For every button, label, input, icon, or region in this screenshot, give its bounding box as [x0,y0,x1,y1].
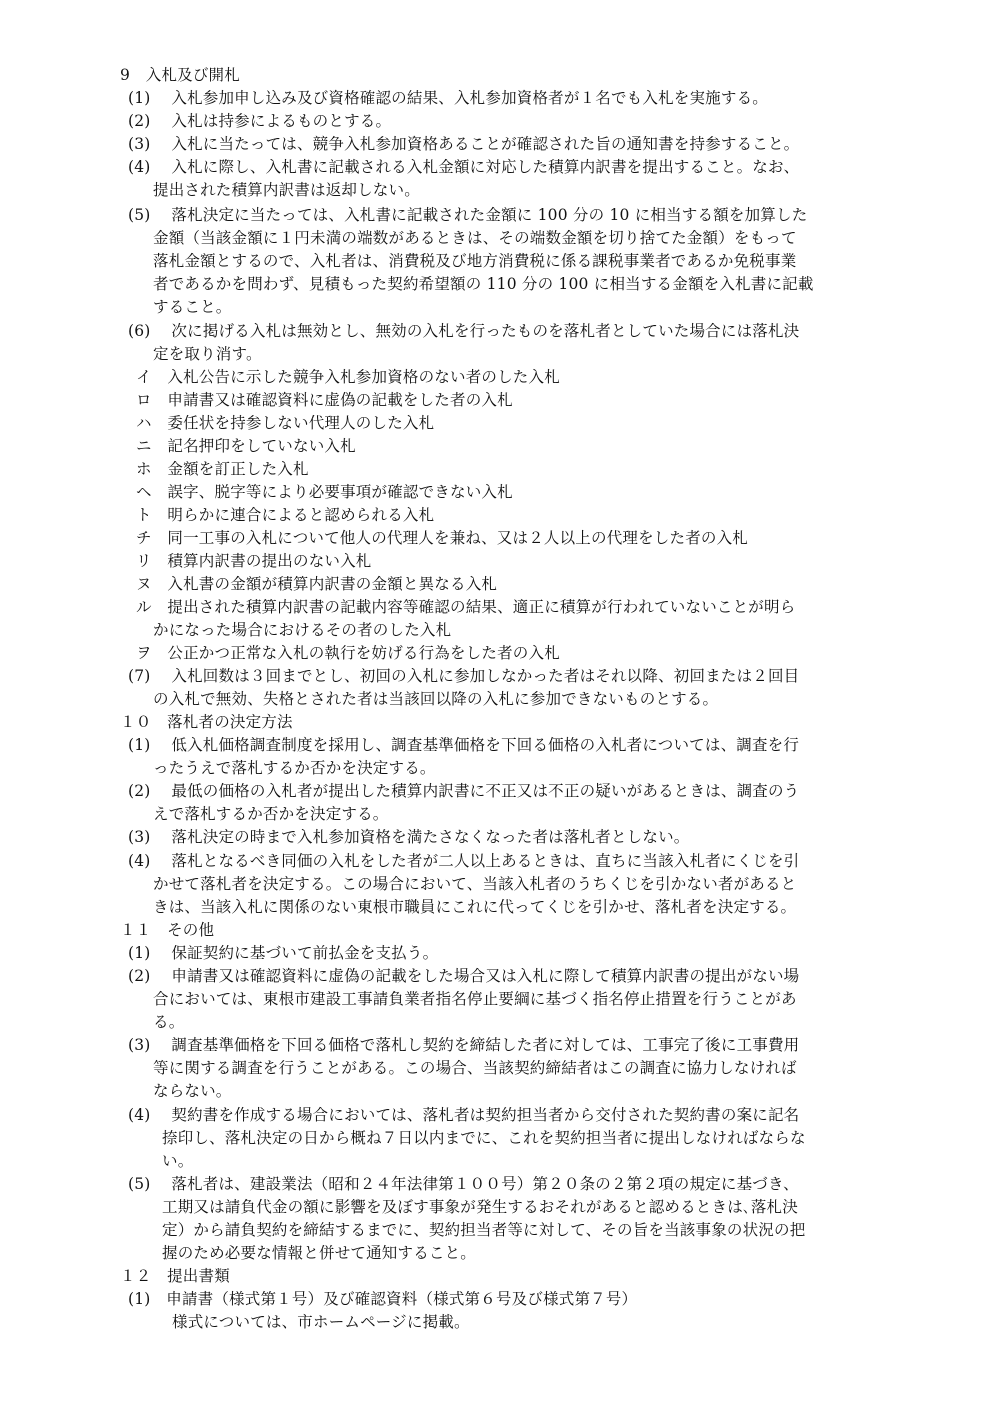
list-item: かになった場合におけるその者のした入札 [153,621,452,639]
paragraph-line: の入札で無効、失格とされた者は当該回以降の入札に参加できないものとする。 [153,690,719,708]
paragraph-line: (3) 入札に当たっては、競争入札参加資格あることが確認された旨の通知書を持参すること。 [128,135,800,153]
paragraph-line: 定）から請負契約を締結するまでに、契約担当者等に対して、その旨を当該事象の状況の把 [162,1221,806,1239]
paragraph-line: (1) 保証契約に基づいて前払金を支払う。 [128,944,439,962]
list-item: ヲ 公正かつ正常な入札の執行を妨げる行為をした者の入札 [136,644,560,662]
paragraph-line: (4) 入札に際し、入札書に記載される入札金額に対応した積算内訳書を提出すること。なお、 [128,158,800,176]
list-item: ヘ 誤字、脱字等により必要事項が確認できない入札 [136,483,513,501]
paragraph-line: かせて落札者を決定する。この場合において、当該入札者のうちくじを引かない者があると [153,875,797,893]
paragraph-line: (1) 入札参加申し込み及び資格確認の結果、入札参加資格者が１名でも入札を実施する。 [128,89,768,107]
list-item: ヌ 入札書の金額が積算内訳書の金額と異なる入札 [136,575,498,593]
paragraph-line: 握のため必要な情報と併せて通知すること。 [162,1244,477,1262]
paragraph-line: (2) 入札は持参によるものとする。 [128,112,392,130]
paragraph-line: る。 [153,1013,185,1031]
paragraph-line: えで落札するか否かを決定する。 [153,805,389,823]
paragraph-line: ならない。 [153,1082,232,1100]
section-heading: １０ 落札者の決定方法 [120,713,293,731]
list-item: チ 同一工事の入札について他人の代理人を兼ね、又は２人以上の代理をした者の入札 [136,529,748,547]
paragraph-line: ったうえで落札するか否かを決定する。 [153,759,436,777]
paragraph-line: (4) 契約書を作成する場合においては、落札者は契約担当者から交付された契約書の案に記名 [128,1106,800,1124]
list-item: ニ 記名押印をしていない入札 [136,437,356,455]
list-item: リ 積算内訳書の提出のない入札 [136,552,372,570]
paragraph-line: (5) 落札者は、建設業法（昭和２４年法律第１００号）第２０条の２第２項の規定に基づき、 [128,1175,799,1193]
paragraph-line: (1) 申請書（様式第１号）及び確認資料（様式第６号及び様式第７号） [128,1290,638,1308]
section-heading: １１ その他 [120,921,215,939]
paragraph-line: い。 [162,1152,194,1170]
paragraph-line: (7) 入札回数は３回までとし、初回の入札に参加しなかった者はそれ以降、初回または２回目 [128,667,800,685]
paragraph-line: 落札金額とするので、入札者は、消費税及び地方消費税に係る課税事業者であるか免税事業 [153,252,797,270]
paragraph-line: 様式については、市ホームページに掲載。 [172,1313,470,1331]
paragraph-line: (6) 次に掲げる入札は無効とし、無効の入札を行ったものを落札者としていた場合には落札決 [128,322,800,340]
list-item: ハ 委任状を持参しない代理人のした入札 [136,414,435,432]
section-heading: 9 入札及び開札 [120,66,240,84]
paragraph-line: 定を取り消す。 [153,345,262,363]
list-item: ル 提出された積算内訳書の記載内容等確認の結果、適正に積算が行われていないことが明ら [136,598,796,616]
paragraph-line: 合においては、東根市建設工事請負業者指名停止要綱に基づく指名停止措置を行うことがあ [153,990,797,1008]
paragraph-line: (3) 落札決定の時まで入札参加資格を満たさなくなった者は落札者としない。 [128,828,690,846]
paragraph-line: (5) 落札決定に当たっては、入札書に記載された金額に 100 分の 10 に相当する額を加算した [128,206,808,224]
paragraph-line: (1) 低入札価格調査制度を採用し、調査基準価格を下回る価格の入札者については、調査を行 [128,736,800,754]
paragraph-line: きは、当該入札に関係のない東根市職員にこれに代ってくじを引かせ、落札者を決定する。 [153,898,797,916]
paragraph-line: (4) 落札となるべき同価の入札をした者が二人以上あるときは、直ちに当該入札者にくじを引 [128,852,800,870]
list-item: ロ 申請書又は確認資料に虚偽の記載をした者の入札 [136,391,513,409]
paragraph-line: 捺印し、落札決定の日から概ね７日以内までに、これを契約担当者に提出しなければならな [162,1129,806,1147]
paragraph-line: すること。 [153,298,232,316]
paragraph-line: 等に関する調査を行うことがある。この場合、当該契約締結者はこの調査に協力しなければ [153,1059,797,1077]
paragraph-line: 者であるかを問わず、見積もった契約希望額の 110 分の 100 に相当する金額を入札書に記載 [153,275,814,293]
list-item: ト 明らかに連合によると認められる入札 [136,506,435,524]
paragraph-line: 工期又は請負代金の額に影響を及ぼす事象が発生するおそれがあると認めるときは､落札決 [162,1198,798,1216]
paragraph-line: (3) 調査基準価格を下回る価格で落札し契約を締結した者に対しては、工事完了後に工事費用 [128,1036,800,1054]
paragraph-line: 金額（当該金額に１円未満の端数があるときは、その端数金額を切り捨てた金額）をもって [153,229,797,247]
list-item: ホ 金額を訂正した入札 [136,460,309,478]
section-heading: １２ 提出書類 [120,1267,230,1285]
paragraph-line: 提出された積算内訳書は返却しない。 [153,181,420,199]
paragraph-line: (2) 最低の価格の入札者が提出した積算内訳書に不正又は不正の疑いがあるときは、調査のう [128,782,800,800]
paragraph-line: (2) 申請書又は確認資料に虚偽の記載をした場合又は入札に際して積算内訳書の提出がない場 [128,967,800,985]
list-item: イ 入札公告に示した競争入札参加資格のない者のした入札 [136,368,560,386]
